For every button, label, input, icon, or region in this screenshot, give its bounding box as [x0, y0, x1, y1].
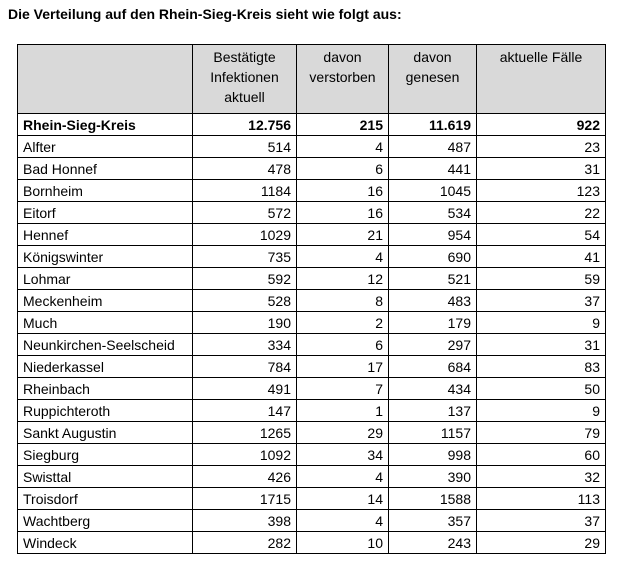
cell-deceased: 4: [297, 510, 389, 532]
cell-municipality: Eitorf: [18, 202, 193, 224]
cell-deceased: 2: [297, 312, 389, 334]
cell-recovered: 179: [389, 312, 477, 334]
cell-current-cases: 23: [477, 136, 606, 158]
cell-confirmed: 572: [193, 202, 297, 224]
cell-municipality: Bornheim: [18, 180, 193, 202]
cell-recovered: 357: [389, 510, 477, 532]
table-row: [18, 378, 606, 400]
table-row: [18, 136, 606, 158]
cell-deceased: 6: [297, 158, 389, 180]
cell-confirmed: 1265: [193, 422, 297, 444]
cell-deceased: 16: [297, 202, 389, 224]
cell-deceased: 8: [297, 290, 389, 312]
table-row: [18, 444, 606, 466]
cell-deceased: 12: [297, 268, 389, 290]
cell-municipality: Troisdorf: [18, 488, 193, 510]
table-total-row: [18, 114, 606, 136]
cell-current-cases: 54: [477, 224, 606, 246]
cell-current-cases: 50: [477, 378, 606, 400]
cell-recovered: 1157: [389, 422, 477, 444]
cell-deceased: 6: [297, 334, 389, 356]
cell-current-cases: 123: [477, 180, 606, 202]
cell-recovered: 954: [389, 224, 477, 246]
cell-recovered: 434: [389, 378, 477, 400]
cell-municipality: Much: [18, 312, 193, 334]
cell-confirmed: 784: [193, 356, 297, 378]
cell-current-cases: 37: [477, 510, 606, 532]
table-row: [18, 422, 606, 444]
header-recovered: davon genesen: [389, 45, 477, 114]
cell-recovered: 390: [389, 466, 477, 488]
cell-deceased: 7: [297, 378, 389, 400]
cell-recovered: 297: [389, 334, 477, 356]
table-row: [18, 202, 606, 224]
table-row: [18, 334, 606, 356]
cell-recovered: 998: [389, 444, 477, 466]
cell-current-cases: 29: [477, 532, 606, 554]
cell-recovered: 690: [389, 246, 477, 268]
cell-current-cases: 113: [477, 488, 606, 510]
table-row: [18, 158, 606, 180]
cell-current-cases: 60: [477, 444, 606, 466]
cell-municipality: Rheinbach: [18, 378, 193, 400]
cell-recovered: 487: [389, 136, 477, 158]
cell-confirmed: 190: [193, 312, 297, 334]
cell-deceased: 1: [297, 400, 389, 422]
cell-municipality: Swisttal: [18, 466, 193, 488]
cell-municipality: Sankt Augustin: [18, 422, 193, 444]
cell-confirmed: 1029: [193, 224, 297, 246]
table-row: [18, 312, 606, 334]
infection-table: [17, 44, 606, 554]
cell-deceased: 4: [297, 246, 389, 268]
cell-confirmed: 12.756: [193, 114, 297, 136]
table-row: [18, 246, 606, 268]
cell-current-cases: 22: [477, 202, 606, 224]
cell-deceased: 10: [297, 532, 389, 554]
cell-recovered: 1045: [389, 180, 477, 202]
table-row: [18, 268, 606, 290]
table-row: [18, 466, 606, 488]
header-municipality: [18, 45, 193, 114]
cell-confirmed: 426: [193, 466, 297, 488]
cell-deceased: 16: [297, 180, 389, 202]
cell-recovered: 441: [389, 158, 477, 180]
cell-municipality: Niederkassel: [18, 356, 193, 378]
cell-confirmed: 478: [193, 158, 297, 180]
cell-municipality: Wachtberg: [18, 510, 193, 532]
cell-current-cases: 922: [477, 114, 606, 136]
cell-current-cases: 79: [477, 422, 606, 444]
cell-municipality: Ruppichteroth: [18, 400, 193, 422]
cell-recovered: 521: [389, 268, 477, 290]
cell-confirmed: 334: [193, 334, 297, 356]
cell-municipality: Lohmar: [18, 268, 193, 290]
cell-recovered: 243: [389, 532, 477, 554]
cell-deceased: 21: [297, 224, 389, 246]
page-heading: Die Verteilung auf den Rhein-Sieg-Kreis sieht wie folgt aus:: [8, 6, 402, 22]
cell-municipality: Rhein-Sieg-Kreis: [18, 114, 193, 136]
cell-recovered: 684: [389, 356, 477, 378]
cell-recovered: 483: [389, 290, 477, 312]
table-header-row: [18, 45, 606, 114]
cell-deceased: 4: [297, 466, 389, 488]
cell-current-cases: 31: [477, 158, 606, 180]
header-deceased: davon verstorben: [297, 45, 389, 114]
cell-current-cases: 31: [477, 334, 606, 356]
cell-municipality: Hennef: [18, 224, 193, 246]
cell-current-cases: 83: [477, 356, 606, 378]
cell-municipality: Neunkirchen-Seelscheid: [18, 334, 193, 356]
cell-current-cases: 59: [477, 268, 606, 290]
cell-deceased: 14: [297, 488, 389, 510]
cell-confirmed: 282: [193, 532, 297, 554]
cell-recovered: 534: [389, 202, 477, 224]
table-row: [18, 224, 606, 246]
table-row: [18, 180, 606, 202]
header-confirmed: Bestätigte Infektionen aktuell: [193, 45, 297, 114]
cell-deceased: 215: [297, 114, 389, 136]
cell-recovered: 11.619: [389, 114, 477, 136]
cell-confirmed: 1092: [193, 444, 297, 466]
table-row: [18, 290, 606, 312]
cell-recovered: 1588: [389, 488, 477, 510]
cell-confirmed: 1715: [193, 488, 297, 510]
cell-confirmed: 514: [193, 136, 297, 158]
cell-deceased: 4: [297, 136, 389, 158]
cell-current-cases: 9: [477, 400, 606, 422]
cell-deceased: 34: [297, 444, 389, 466]
cell-municipality: Königswinter: [18, 246, 193, 268]
header-current-cases: aktuelle Fälle: [477, 45, 606, 114]
table-row: [18, 488, 606, 510]
cell-municipality: Meckenheim: [18, 290, 193, 312]
table-row: [18, 510, 606, 532]
cell-confirmed: 147: [193, 400, 297, 422]
cell-confirmed: 592: [193, 268, 297, 290]
cell-recovered: 137: [389, 400, 477, 422]
cell-current-cases: 9: [477, 312, 606, 334]
cell-municipality: Bad Honnef: [18, 158, 193, 180]
cell-confirmed: 528: [193, 290, 297, 312]
table-row: [18, 532, 606, 554]
cell-confirmed: 1184: [193, 180, 297, 202]
table-row: [18, 356, 606, 378]
cell-municipality: Alfter: [18, 136, 193, 158]
cell-current-cases: 41: [477, 246, 606, 268]
cell-municipality: Siegburg: [18, 444, 193, 466]
cell-current-cases: 32: [477, 466, 606, 488]
cell-deceased: 29: [297, 422, 389, 444]
cell-current-cases: 37: [477, 290, 606, 312]
cell-confirmed: 491: [193, 378, 297, 400]
table-row: [18, 400, 606, 422]
cell-deceased: 17: [297, 356, 389, 378]
cell-confirmed: 398: [193, 510, 297, 532]
cell-confirmed: 735: [193, 246, 297, 268]
cell-municipality: Windeck: [18, 532, 193, 554]
